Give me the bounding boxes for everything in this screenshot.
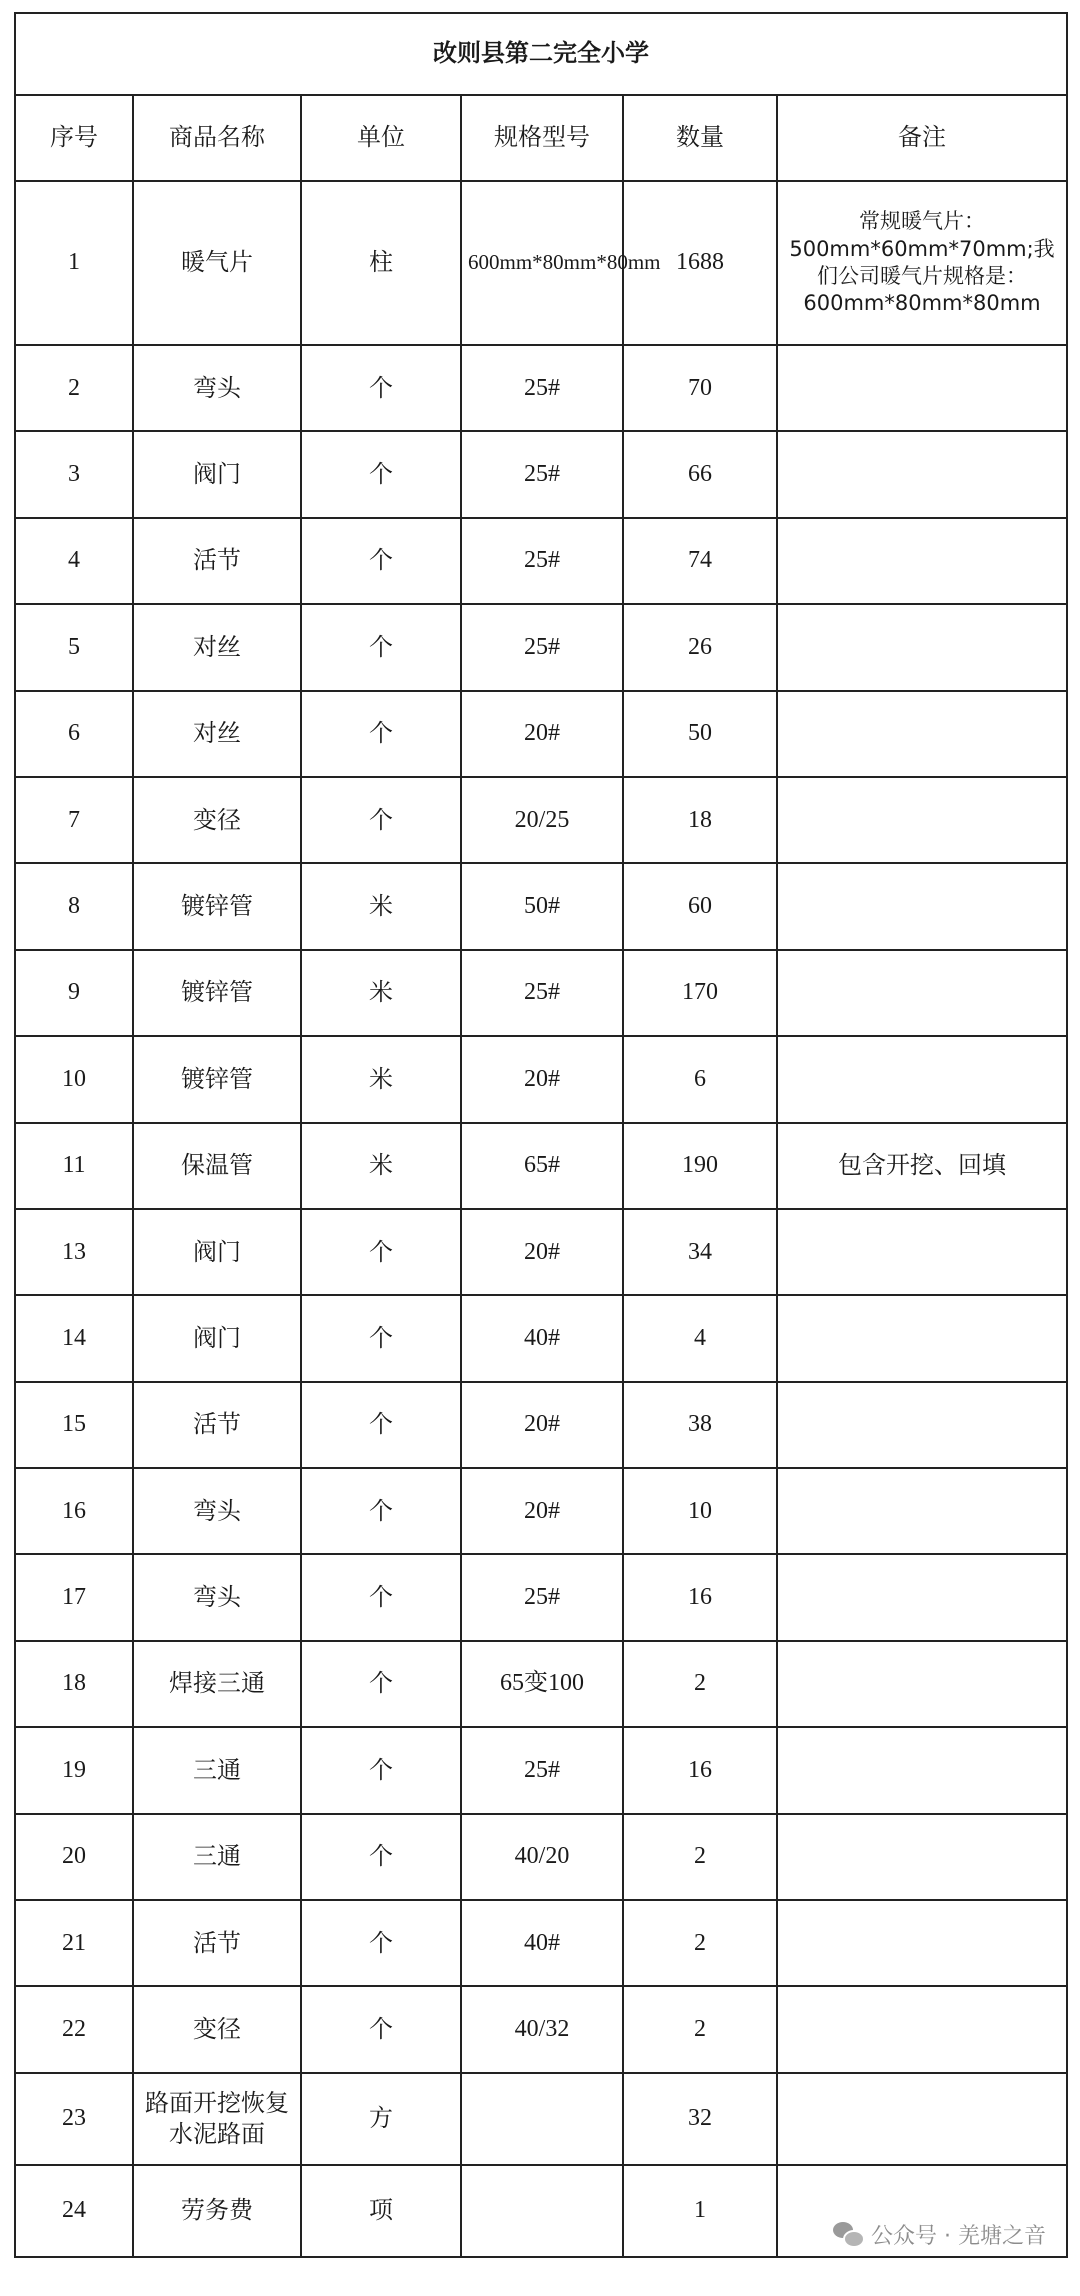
cell-qty: 4 <box>623 1295 777 1381</box>
cell-name: 镀锌管 <box>133 950 301 1036</box>
cell-seq: 15 <box>15 1382 133 1468</box>
cell-qty: 1688 <box>623 181 777 345</box>
cell-unit: 个 <box>301 1727 461 1813</box>
table-row <box>15 345 1067 431</box>
table-row <box>15 1209 1067 1295</box>
cell-name: 弯头 <box>133 1468 301 1554</box>
table-row <box>15 691 1067 777</box>
table-row <box>15 604 1067 690</box>
cell-spec <box>461 2165 623 2257</box>
cell-unit: 个 <box>301 345 461 431</box>
cell-qty: 38 <box>623 1382 777 1468</box>
header-seq: 序号 <box>15 95 133 181</box>
header-row <box>15 95 1067 181</box>
cell-name: 阀门 <box>133 1295 301 1381</box>
table-row <box>15 2073 1067 2165</box>
cell-name: 三通 <box>133 1727 301 1813</box>
cell-note <box>777 1986 1067 2072</box>
cell-unit: 个 <box>301 1641 461 1727</box>
cell-note: 常规暖气片：500mm*60mm*70mm;我们公司暖气片规格是：600mm*80mm*80mm <box>777 181 1067 345</box>
header-name: 商品名称 <box>133 95 301 181</box>
cell-seq: 11 <box>15 1123 133 1209</box>
cell-seq: 21 <box>15 1900 133 1986</box>
cell-unit: 个 <box>301 1900 461 1986</box>
cell-unit: 个 <box>301 1468 461 1554</box>
cell-name: 镀锌管 <box>133 1036 301 1122</box>
cell-unit: 个 <box>301 1209 461 1295</box>
cell-unit: 米 <box>301 1123 461 1209</box>
cell-unit: 方 <box>301 2073 461 2165</box>
cell-seq: 23 <box>15 2073 133 2165</box>
cell-note <box>777 604 1067 690</box>
cell-spec: 65变100 <box>461 1641 623 1727</box>
cell-note <box>777 691 1067 777</box>
cell-name: 活节 <box>133 1900 301 1986</box>
cell-name: 弯头 <box>133 345 301 431</box>
cell-spec: 20# <box>461 691 623 777</box>
cell-unit: 个 <box>301 431 461 517</box>
cell-spec: 20# <box>461 1209 623 1295</box>
cell-name: 对丝 <box>133 691 301 777</box>
cell-seq: 22 <box>15 1986 133 2072</box>
table-row <box>15 950 1067 1036</box>
cell-name: 活节 <box>133 518 301 604</box>
header-unit: 单位 <box>301 95 461 181</box>
cell-spec: 40/20 <box>461 1814 623 1900</box>
cell-qty: 10 <box>623 1468 777 1554</box>
cell-spec: 50# <box>461 863 623 949</box>
table-row <box>15 777 1067 863</box>
cell-qty: 70 <box>623 345 777 431</box>
cell-qty: 66 <box>623 431 777 517</box>
cell-note <box>777 518 1067 604</box>
cell-spec: 600mm*80mm*80mm <box>461 181 623 345</box>
cell-name: 活节 <box>133 1382 301 1468</box>
cell-unit: 米 <box>301 950 461 1036</box>
cell-note <box>777 345 1067 431</box>
cell-seq: 16 <box>15 1468 133 1554</box>
cell-note: 包含开挖、回填 <box>777 1123 1067 1209</box>
header-spec: 规格型号 <box>461 95 623 181</box>
cell-name: 焊接三通 <box>133 1641 301 1727</box>
cell-spec: 25# <box>461 1554 623 1640</box>
table-row <box>15 1468 1067 1554</box>
cell-seq: 3 <box>15 431 133 517</box>
table-row <box>15 181 1067 345</box>
cell-spec: 20# <box>461 1036 623 1122</box>
cell-spec: 40/32 <box>461 1986 623 2072</box>
table-row <box>15 1554 1067 1640</box>
cell-spec: 25# <box>461 518 623 604</box>
cell-spec: 40# <box>461 1900 623 1986</box>
cell-unit: 米 <box>301 863 461 949</box>
table-row <box>15 1814 1067 1900</box>
cell-note <box>777 1382 1067 1468</box>
quotation-sheet <box>14 12 1066 2258</box>
table-row <box>15 1123 1067 1209</box>
cell-seq: 14 <box>15 1295 133 1381</box>
cell-name: 阀门 <box>133 431 301 517</box>
table-row <box>15 1382 1067 1468</box>
cell-note <box>777 1468 1067 1554</box>
cell-note <box>777 777 1067 863</box>
cell-qty: 32 <box>623 2073 777 2165</box>
cell-qty: 2 <box>623 1641 777 1727</box>
cell-name: 变径 <box>133 1986 301 2072</box>
cell-seq: 17 <box>15 1554 133 1640</box>
cell-unit: 个 <box>301 518 461 604</box>
header-qty: 数量 <box>623 95 777 181</box>
cell-seq: 4 <box>15 518 133 604</box>
cell-spec: 20/25 <box>461 777 623 863</box>
cell-unit: 个 <box>301 691 461 777</box>
cell-qty: 18 <box>623 777 777 863</box>
cell-note <box>777 1727 1067 1813</box>
cell-seq: 24 <box>15 2165 133 2257</box>
cell-note <box>777 950 1067 1036</box>
cell-spec: 40# <box>461 1295 623 1381</box>
table-row <box>15 1641 1067 1727</box>
table-row <box>15 431 1067 517</box>
table-title: 改则县第二完全小学 <box>15 13 1067 95</box>
cell-name: 保温管 <box>133 1123 301 1209</box>
cell-spec: 65# <box>461 1123 623 1209</box>
cell-unit: 个 <box>301 1986 461 2072</box>
cell-seq: 13 <box>15 1209 133 1295</box>
cell-seq: 2 <box>15 345 133 431</box>
watermark-text: 公众号 · 羌塘之音 <box>871 2224 1046 2249</box>
cell-seq: 18 <box>15 1641 133 1727</box>
item-table <box>14 12 1068 2258</box>
cell-note <box>777 431 1067 517</box>
cell-name: 弯头 <box>133 1554 301 1640</box>
title-row <box>15 13 1067 95</box>
cell-spec: 25# <box>461 345 623 431</box>
cell-unit: 项 <box>301 2165 461 2257</box>
cell-qty: 26 <box>623 604 777 690</box>
cell-qty: 50 <box>623 691 777 777</box>
cell-name: 劳务费 <box>133 2165 301 2257</box>
cell-name: 对丝 <box>133 604 301 690</box>
cell-unit: 个 <box>301 1382 461 1468</box>
cell-qty: 170 <box>623 950 777 1036</box>
table-row <box>15 1727 1067 1813</box>
cell-name: 镀锌管 <box>133 863 301 949</box>
cell-note <box>777 1209 1067 1295</box>
cell-seq: 10 <box>15 1036 133 1122</box>
watermark <box>829 2217 1050 2252</box>
cell-spec: 25# <box>461 604 623 690</box>
cell-name: 变径 <box>133 777 301 863</box>
cell-name: 阀门 <box>133 1209 301 1295</box>
cell-seq: 9 <box>15 950 133 1036</box>
cell-name: 三通 <box>133 1814 301 1900</box>
cell-name: 暖气片 <box>133 181 301 345</box>
cell-spec <box>461 2073 623 2165</box>
cell-unit: 个 <box>301 1295 461 1381</box>
cell-unit: 个 <box>301 604 461 690</box>
cell-unit: 柱 <box>301 181 461 345</box>
cell-qty: 16 <box>623 1554 777 1640</box>
header-note: 备注 <box>777 95 1067 181</box>
cell-note <box>777 863 1067 949</box>
cell-seq: 1 <box>15 181 133 345</box>
cell-qty: 74 <box>623 518 777 604</box>
cell-note <box>777 1814 1067 1900</box>
cell-note <box>777 1641 1067 1727</box>
cell-spec: 25# <box>461 431 623 517</box>
wechat-icon <box>833 2222 863 2248</box>
cell-note <box>777 2073 1067 2165</box>
cell-seq: 8 <box>15 863 133 949</box>
table-row <box>15 1036 1067 1122</box>
cell-qty: 1 <box>623 2165 777 2257</box>
table-row <box>15 863 1067 949</box>
cell-note <box>777 1036 1067 1122</box>
cell-seq: 7 <box>15 777 133 863</box>
cell-qty: 16 <box>623 1727 777 1813</box>
cell-unit: 个 <box>301 1554 461 1640</box>
cell-qty: 2 <box>623 1814 777 1900</box>
cell-seq: 5 <box>15 604 133 690</box>
table-row <box>15 1986 1067 2072</box>
cell-name: 路面开挖恢复水泥路面 <box>133 2073 301 2165</box>
cell-note <box>777 1295 1067 1381</box>
cell-spec: 25# <box>461 950 623 1036</box>
cell-qty: 6 <box>623 1036 777 1122</box>
cell-qty: 34 <box>623 1209 777 1295</box>
table-row <box>15 518 1067 604</box>
table-row <box>15 1900 1067 1986</box>
cell-note <box>777 1900 1067 1986</box>
cell-spec: 25# <box>461 1727 623 1813</box>
cell-seq: 6 <box>15 691 133 777</box>
cell-spec: 20# <box>461 1382 623 1468</box>
cell-seq: 20 <box>15 1814 133 1900</box>
cell-unit: 个 <box>301 1814 461 1900</box>
cell-seq: 19 <box>15 1727 133 1813</box>
cell-unit: 个 <box>301 777 461 863</box>
cell-unit: 米 <box>301 1036 461 1122</box>
cell-spec: 20# <box>461 1468 623 1554</box>
table-row <box>15 1295 1067 1381</box>
table-body <box>15 13 1067 2257</box>
cell-qty: 60 <box>623 863 777 949</box>
cell-qty: 190 <box>623 1123 777 1209</box>
cell-qty: 2 <box>623 1900 777 1986</box>
cell-note <box>777 1554 1067 1640</box>
cell-qty: 2 <box>623 1986 777 2072</box>
